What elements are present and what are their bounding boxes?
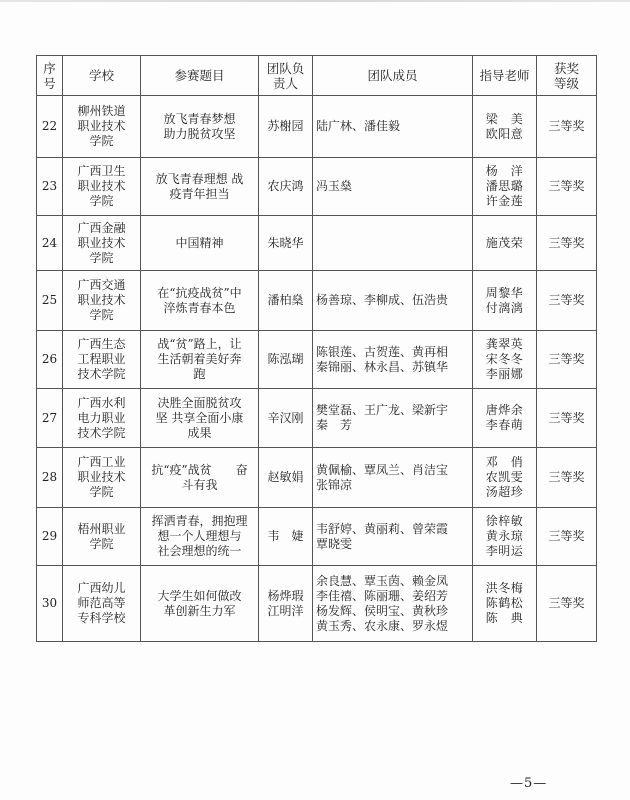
header-members: 团队成员 (313, 56, 473, 96)
cell-award: 三等奖 (537, 216, 597, 271)
cell-award: 三等奖 (537, 566, 597, 642)
cell-leader: 苏榭园 (259, 96, 313, 158)
cell-leader: 韦 婕 (259, 508, 313, 566)
cell-award: 三等奖 (537, 448, 597, 508)
cell-members (313, 216, 473, 271)
cell-members: 余良慧、覃玉茵、赖金凤 李佳禧、陈丽珊、姜绍芳 杨发辉、侯明宝、黄秋珍 黄玉秀、农永康、罗永煜 (313, 566, 473, 642)
cell-school: 广西水利 电力职业 技术学院 (63, 389, 141, 448)
table-row (37, 96, 597, 158)
cell-no: 22 (37, 96, 63, 158)
cell-school: 广西交通 职业技术 学院 (63, 271, 141, 331)
table-row (37, 508, 597, 566)
header-advisor: 指导老师 (473, 56, 537, 96)
cell-award: 三等奖 (537, 508, 597, 566)
cell-topic: 中国精神 (141, 216, 259, 271)
cell-award: 三等奖 (537, 331, 597, 389)
cell-no: 30 (37, 566, 63, 642)
cell-no: 29 (37, 508, 63, 566)
cell-advisor: 唐烨余 李春萌 (473, 389, 537, 448)
header-no: 序 号 (37, 56, 63, 96)
cell-leader: 陈泓瑚 (259, 331, 313, 389)
page-number: —5— (510, 776, 548, 791)
cell-advisor: 龚翠英 宋冬冬 李丽娜 (473, 331, 537, 389)
cell-no: 27 (37, 389, 63, 448)
cell-leader: 农庆鸿 (259, 158, 313, 216)
cell-school: 梧州职业 学院 (63, 508, 141, 566)
cell-members: 冯玉燊 (313, 158, 473, 216)
table-row (37, 566, 597, 642)
header-topic: 参赛题目 (141, 56, 259, 96)
cell-school: 广西幼儿 师范高等 专科学校 (63, 566, 141, 642)
header-award: 获奖 等级 (537, 56, 597, 96)
cell-advisor: 梁 美 欧阳意 (473, 96, 537, 158)
cell-leader: 潘柏燊 (259, 271, 313, 331)
cell-no: 23 (37, 158, 63, 216)
header-school: 学校 (63, 56, 141, 96)
cell-no: 26 (37, 331, 63, 389)
cell-topic: 挥洒青春，拥抱理 想一个人理想与 社会理想的统一 (141, 508, 259, 566)
cell-members: 黄佩榆、覃凤兰、肖洁宝 张锦凉 (313, 448, 473, 508)
table-row (37, 389, 597, 448)
cell-no: 24 (37, 216, 63, 271)
cell-members: 韦舒婷、黄丽莉、曾荣霞 覃晓雯 (313, 508, 473, 566)
cell-advisor: 施茂荣 (473, 216, 537, 271)
cell-advisor: 周黎华 付漓漓 (473, 271, 537, 331)
cell-advisor: 徐梓敏 黄永琼 李明运 (473, 508, 537, 566)
table-row (37, 158, 597, 216)
cell-topic: 在“抗疫战贫”中 淬炼青春本色 (141, 271, 259, 331)
cell-school: 广西金融 职业技术 学院 (63, 216, 141, 271)
table-row (37, 216, 597, 271)
cell-award: 三等奖 (537, 96, 597, 158)
cell-leader: 杨烨瑕 江明洋 (259, 566, 313, 642)
cell-members: 杨善琼、李柳成、伍浩贵 (313, 271, 473, 331)
cell-members: 陆广林、潘佳毅 (313, 96, 473, 158)
table-header-row (37, 56, 597, 96)
cell-no: 25 (37, 271, 63, 331)
cell-advisor: 邓 俏 农凯雯 汤超珍 (473, 448, 537, 508)
cell-leader: 朱晓华 (259, 216, 313, 271)
cell-topic: 放飞青春理想 战 疫青年担当 (141, 158, 259, 216)
cell-school: 广西卫生 职业技术 学院 (63, 158, 141, 216)
cell-members: 樊堂磊、王广龙、梁新宇 秦 芳 (313, 389, 473, 448)
cell-topic: 抗“疫”战贫 奋 斗有我 (141, 448, 259, 508)
cell-award: 三等奖 (537, 158, 597, 216)
cell-topic: 大学生如何做改 革创新生力军 (141, 566, 259, 642)
table-row (37, 448, 597, 508)
cell-leader: 辛汉刚 (259, 389, 313, 448)
cell-award: 三等奖 (537, 271, 597, 331)
table-row (37, 331, 597, 389)
top-edge-line (0, 0, 630, 2)
cell-school: 广西工业 职业技术 学院 (63, 448, 141, 508)
cell-topic: 战“贫”路上，让 生活朝着美好奔 跑 (141, 331, 259, 389)
cell-no: 28 (37, 448, 63, 508)
cell-award: 三等奖 (537, 389, 597, 448)
cell-advisor: 洪冬梅 陈鹤松 陈 典 (473, 566, 537, 642)
table-row (37, 271, 597, 331)
cell-members: 陈银莲、古贺莲、黄再相 秦锦丽、林永昌、苏镇华 (313, 331, 473, 389)
cell-school: 柳州铁道 职业技术 学院 (63, 96, 141, 158)
cell-leader: 赵敏娟 (259, 448, 313, 508)
cell-topic: 放飞青春梦想 助力脱贫攻坚 (141, 96, 259, 158)
awards-table (36, 55, 597, 642)
cell-advisor: 杨 洋 潘思璐 许金莲 (473, 158, 537, 216)
cell-topic: 决胜全面脱贫攻 坚 共享全面小康 成果 (141, 389, 259, 448)
cell-school: 广西生态 工程职业 技术学院 (63, 331, 141, 389)
header-leader: 团队负 责人 (259, 56, 313, 96)
